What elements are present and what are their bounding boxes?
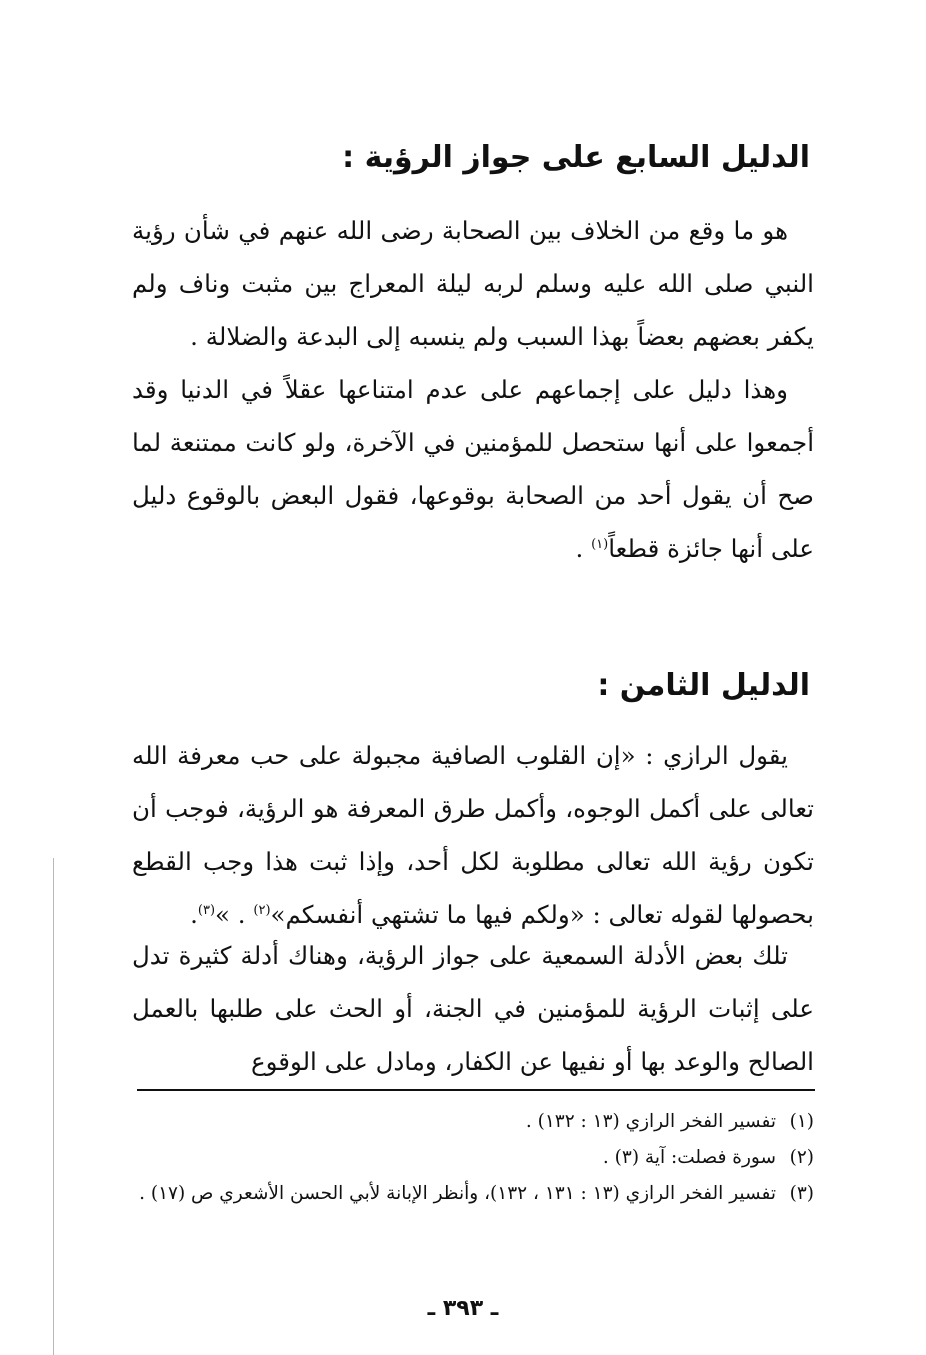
footnote-ref-3: (٣): [197, 902, 216, 918]
footnote-1: [132, 1104, 814, 1140]
paragraph-consensus-end: .: [575, 534, 592, 563]
paragraph-consensus-proof: [132, 363, 814, 575]
paragraph-razi-mid: . »: [215, 900, 254, 929]
section-heading-eighth-proof: الدليل الثامن :: [597, 668, 810, 703]
footnote-text: تفسير الفخر الرازي (١٣ : ١٣١ ، ١٣٢)، وأنظر الإبانة لأبي الحسن الأشعري ص (١٧) .: [139, 1183, 776, 1204]
footnote-number: (١): [789, 1111, 814, 1132]
footnote-separator: [137, 1089, 815, 1091]
footnote-text: تفسير الفخر الرازي (١٣ : ١٣٢) .: [525, 1111, 776, 1132]
paragraph-razi-text: يقول الرازي : «إن القلوب الصافية مجبولة على حب معرفة الله تعالى على أكمل الوجوه، وأكمل طرق المعرفة هو الرؤية، فوجب أن تكون رؤية الله تعالى مطلوبة لكل أحد، وإذا ثبت هذا وجب القطع بحصولها لقوله تعالى : «ولكم فيها ما تشتهي أنفسكم»: [132, 741, 814, 929]
footnote-ref-1: (١): [591, 536, 609, 552]
paragraph-companions-dispute: هو ما وقع من الخلاف بين الصحابة رضى الله عنهم في شأن رؤية النبي صلى الله عليه وسلم لربه ليلة المعراج بين مثبت وناف ولم يكفر بعضهم بعضاً بهذا السبب ولم ينسبه إلى البدعة والضلالة .: [132, 216, 814, 351]
margin-line: [53, 858, 54, 1355]
page-number: ـ ٣٩٣ ـ: [427, 1296, 499, 1321]
paragraph-razi-quote: [132, 729, 814, 941]
footnote-ref-2: (٢): [253, 902, 271, 918]
footnotes: [132, 1104, 814, 1212]
footnote-3: [132, 1176, 814, 1212]
footnote-text: سورة فصلت: آية (٣) .: [602, 1147, 776, 1168]
section-heading-seventh-proof: الدليل السابع على جواز الرؤية :: [342, 140, 810, 175]
footnote-number: (٣): [789, 1183, 814, 1204]
footnote-2: [132, 1140, 814, 1176]
paragraph-consensus-text: وهذا دليل على إجماعهم على عدم امتناعها عقلاً في الدنيا وقد أجمعوا على أنها ستحصل للمؤمنين في الآخرة، ولو كانت ممتنعة لما صح أن يقول أحد من الصحابة بوقوعها، فقول البعض بالوقوع دليل على أنها جائزة قطعاً: [132, 375, 814, 563]
paragraph-razi-end: .: [190, 900, 198, 929]
footnote-number: (٢): [789, 1147, 814, 1168]
paragraph-other-proofs: تلك بعض الأدلة السمعية على جواز الرؤية، وهناك أدلة كثيرة تدل على إثبات الرؤية للمؤمنين في الجنة، أو الحث على طلبها بالعمل الصالح والوعد بها أو نفيها عن الكفار، ومادل على الوقوع: [132, 941, 814, 1076]
